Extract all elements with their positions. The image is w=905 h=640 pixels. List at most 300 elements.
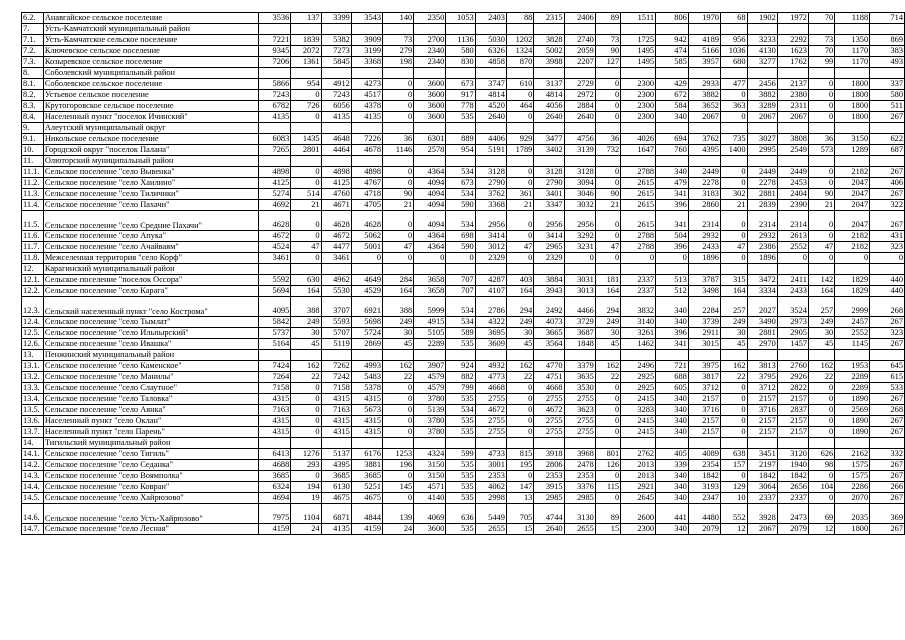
value-cell: 10: [720, 493, 747, 504]
value-cell: [475, 438, 506, 449]
value-cell: 5999: [414, 297, 446, 317]
value-cell: 726: [291, 101, 321, 112]
value-cell: [747, 24, 777, 35]
value-cell: [475, 68, 506, 79]
value-cell: 0: [595, 211, 620, 231]
value-cell: 2552: [835, 328, 870, 339]
value-cell: [720, 156, 747, 167]
value-cell: 1575: [835, 471, 870, 482]
value-cell: 2457: [835, 317, 870, 328]
value-cell: 267: [870, 493, 905, 504]
value-cell: [259, 68, 291, 79]
value-cell: 4026: [621, 134, 656, 145]
row-number-cell: 11.1.: [22, 167, 44, 178]
value-cell: 1725: [621, 35, 656, 46]
value-cell: 1789: [506, 145, 533, 156]
value-cell: 4315: [351, 394, 382, 405]
value-cell: 147: [506, 482, 533, 493]
value-cell: 0: [506, 394, 533, 405]
value-cell: 0: [291, 405, 321, 416]
value-cell: 2806: [534, 460, 564, 471]
value-cell: [446, 438, 475, 449]
value-cell: 3635: [564, 372, 595, 383]
value-cell: [351, 68, 382, 79]
value-cell: 2059: [564, 46, 595, 57]
value-cell: 513: [656, 275, 689, 286]
row-number-cell: 14.2.: [22, 460, 44, 471]
value-cell: [321, 350, 351, 361]
value-cell: [321, 24, 351, 35]
value-cell: [808, 123, 834, 134]
value-cell: [534, 156, 564, 167]
value-cell: 2911: [688, 328, 720, 339]
value-cell: 3283: [621, 405, 656, 416]
value-cell: 801: [595, 449, 620, 460]
value-cell: 70: [808, 13, 834, 24]
value-cell: 4324: [414, 449, 446, 460]
table-row: [22, 339, 905, 350]
value-cell: [351, 24, 382, 35]
value-cell: 2278: [688, 178, 720, 189]
value-cell: 1136: [446, 35, 475, 46]
value-cell: 3813: [747, 361, 777, 372]
value-cell: 2995: [747, 145, 777, 156]
value-cell: 0: [595, 253, 620, 264]
value-cell: 3368: [475, 200, 506, 211]
value-cell: 1800: [835, 79, 870, 90]
value-cell: 3909: [351, 35, 382, 46]
value-cell: 3347: [534, 200, 564, 211]
value-cell: 1972: [777, 13, 808, 24]
value-cell: 2197: [747, 460, 777, 471]
row-number-cell: 13.: [22, 350, 44, 361]
value-cell: 0: [720, 178, 747, 189]
value-cell: 2640: [534, 112, 564, 123]
value-cell: 249: [383, 317, 414, 328]
value-cell: 5191: [475, 145, 506, 156]
value-cell: 2786: [475, 297, 506, 317]
row-number-cell: 13.3.: [22, 383, 44, 394]
value-cell: 0: [808, 427, 834, 438]
value-cell: 0: [506, 112, 533, 123]
value-cell: 3609: [475, 339, 506, 350]
value-cell: 580: [446, 46, 475, 57]
value-cell: 2403: [475, 13, 506, 24]
section-header-row: [22, 264, 905, 275]
value-cell: 0: [414, 253, 446, 264]
value-cell: [564, 123, 595, 134]
row-number-cell: 7.: [22, 24, 44, 35]
value-cell: 45: [720, 339, 747, 350]
value-cell: 3046: [564, 189, 595, 200]
value-cell: 3261: [621, 328, 656, 339]
value-cell: 104: [808, 482, 834, 493]
value-cell: [506, 156, 533, 167]
settlement-name-cell: Населенный пункт "поселок Ичинский": [43, 112, 258, 123]
value-cell: 1800: [835, 90, 870, 101]
value-cell: 340: [656, 427, 689, 438]
value-cell: 5673: [351, 405, 382, 416]
value-cell: [534, 24, 564, 35]
value-cell: 2289: [835, 372, 870, 383]
table-row: [22, 482, 905, 493]
value-cell: 323: [870, 242, 905, 253]
value-cell: 3461: [259, 253, 291, 264]
settlement-name-cell: Никольское сельское поселение: [43, 134, 258, 145]
value-cell: 1400: [720, 145, 747, 156]
row-number-cell: 12.3.: [22, 297, 44, 317]
value-cell: [688, 264, 720, 275]
row-number-cell: 11.5.: [22, 211, 44, 231]
value-cell: 0: [291, 231, 321, 242]
value-cell: 2788: [621, 242, 656, 253]
value-cell: 0: [595, 79, 620, 90]
value-cell: 45: [506, 339, 533, 350]
value-cell: 2289: [835, 383, 870, 394]
value-cell: [595, 123, 620, 134]
settlement-name-cell: Сельский населенный пункт "село Кострома": [43, 297, 258, 317]
value-cell: 332: [870, 449, 905, 460]
value-cell: [564, 68, 595, 79]
value-cell: 0: [808, 211, 834, 231]
row-number-cell: 8.3.: [22, 101, 44, 112]
value-cell: 2755: [534, 394, 564, 405]
value-cell: 13: [506, 493, 533, 504]
value-cell: 2645: [621, 493, 656, 504]
value-cell: 3687: [564, 328, 595, 339]
row-number-cell: 8.2.: [22, 90, 44, 101]
value-cell: 4756: [564, 134, 595, 145]
settlement-name-cell: Сельское поселение "село Средние Пахачи": [43, 211, 258, 231]
value-cell: 4744: [534, 504, 564, 524]
value-cell: 0: [506, 405, 533, 416]
value-cell: 4932: [475, 361, 506, 372]
value-cell: 361: [506, 189, 533, 200]
value-cell: 98: [808, 460, 834, 471]
value-cell: 673: [446, 178, 475, 189]
value-cell: 1829: [835, 275, 870, 286]
value-cell: 2933: [688, 79, 720, 90]
value-cell: 45: [383, 339, 414, 350]
value-cell: [720, 438, 747, 449]
value-cell: 0: [835, 253, 870, 264]
value-cell: 799: [446, 383, 475, 394]
value-cell: 5694: [259, 286, 291, 297]
value-cell: 707: [446, 275, 475, 286]
table-row: [22, 524, 905, 535]
value-cell: 2801: [291, 145, 321, 156]
value-cell: 2157: [777, 394, 808, 405]
value-cell: 4322: [475, 317, 506, 328]
value-cell: 2072: [291, 46, 321, 57]
value-cell: 36: [383, 134, 414, 145]
value-cell: 2353: [475, 471, 506, 482]
value-cell: 0: [595, 112, 620, 123]
value-cell: 7243: [321, 90, 351, 101]
value-cell: 714: [870, 13, 905, 24]
value-cell: 24: [291, 524, 321, 535]
row-number-cell: 13.7.: [22, 427, 44, 438]
value-cell: 3882: [747, 90, 777, 101]
value-cell: [351, 156, 382, 167]
value-cell: 3140: [621, 317, 656, 328]
value-cell: 1462: [621, 339, 656, 350]
value-cell: [621, 438, 656, 449]
value-cell: 2311: [777, 101, 808, 112]
value-cell: 7163: [321, 405, 351, 416]
value-cell: 2292: [777, 35, 808, 46]
value-cell: 4135: [259, 112, 291, 123]
value-cell: 2762: [621, 449, 656, 460]
value-cell: 115: [595, 482, 620, 493]
value-cell: 2157: [747, 394, 777, 405]
row-number-cell: 11.2.: [22, 178, 44, 189]
settlement-name-cell: Сельское поселение "село Тиличики": [43, 189, 258, 200]
value-cell: 0: [808, 79, 834, 90]
value-cell: 929: [506, 134, 533, 145]
value-cell: 0: [808, 405, 834, 416]
value-cell: 0: [383, 79, 414, 90]
row-number-cell: 9.1.: [22, 134, 44, 145]
value-cell: 1953: [835, 361, 870, 372]
value-cell: 4733: [475, 449, 506, 460]
settlement-name-cell: Сельское поселение "село Аянка": [43, 405, 258, 416]
value-cell: 341: [656, 189, 689, 200]
value-cell: 164: [383, 286, 414, 297]
value-cell: [656, 264, 689, 275]
settlement-name-cell: Сельское поселение "село Вывенка": [43, 167, 258, 178]
row-number-cell: 13.2.: [22, 372, 44, 383]
value-cell: [621, 68, 656, 79]
table-row: [22, 200, 905, 211]
value-cell: 535: [446, 493, 475, 504]
value-cell: 4315: [351, 416, 382, 427]
value-cell: 2411: [777, 275, 808, 286]
value-cell: 0: [506, 211, 533, 231]
value-cell: 2415: [621, 416, 656, 427]
value-cell: 0: [808, 112, 834, 123]
row-number-cell: 13.1.: [22, 361, 44, 372]
value-cell: 4315: [259, 427, 291, 438]
value-cell: [656, 438, 689, 449]
value-cell: 5002: [534, 46, 564, 57]
value-cell: 257: [808, 297, 834, 317]
value-cell: 3832: [621, 297, 656, 317]
value-cell: 89: [595, 504, 620, 524]
value-cell: 12: [720, 524, 747, 535]
value-cell: 127: [595, 57, 620, 68]
value-cell: 0: [291, 90, 321, 101]
value-cell: [808, 24, 834, 35]
table-row: [22, 253, 905, 264]
value-cell: 735: [720, 134, 747, 145]
value-cell: [506, 350, 533, 361]
value-cell: 2340: [414, 46, 446, 57]
table-row: [22, 493, 905, 504]
value-cell: [446, 264, 475, 275]
value-cell: 7265: [259, 145, 291, 156]
value-cell: 4095: [259, 297, 291, 317]
value-cell: 3716: [747, 405, 777, 416]
value-cell: 90: [595, 189, 620, 200]
value-cell: 267: [870, 167, 905, 178]
value-cell: 7243: [259, 90, 291, 101]
value-cell: [621, 24, 656, 35]
value-cell: 3707: [321, 297, 351, 317]
value-cell: 3368: [351, 57, 382, 68]
value-cell: [259, 156, 291, 167]
value-cell: 870: [506, 57, 533, 68]
value-cell: 4395: [688, 145, 720, 156]
value-cell: 2079: [688, 524, 720, 535]
value-cell: 70: [808, 46, 834, 57]
value-cell: 0: [595, 493, 620, 504]
value-cell: 162: [720, 361, 747, 372]
value-cell: 2337: [747, 493, 777, 504]
value-cell: [383, 156, 414, 167]
value-cell: 3564: [534, 339, 564, 350]
value-cell: 1253: [383, 449, 414, 460]
value-cell: 2615: [621, 189, 656, 200]
value-cell: 3600: [414, 90, 446, 101]
value-cell: 2137: [777, 79, 808, 90]
value-cell: [383, 24, 414, 35]
value-cell: [446, 24, 475, 35]
value-cell: [259, 123, 291, 134]
value-cell: 268: [870, 297, 905, 317]
value-cell: 2569: [835, 405, 870, 416]
row-number-cell: 8.4.: [22, 112, 44, 123]
settlement-name-cell: Сельское поселение "село Седанка": [43, 460, 258, 471]
value-cell: 440: [870, 275, 905, 286]
value-cell: 2456: [747, 79, 777, 90]
value-cell: 1890: [835, 427, 870, 438]
value-cell: 2404: [777, 189, 808, 200]
value-cell: 3739: [688, 317, 720, 328]
value-cell: 630: [291, 275, 321, 286]
value-cell: [351, 350, 382, 361]
value-cell: [595, 350, 620, 361]
value-cell: 440: [870, 286, 905, 297]
value-cell: 4125: [259, 178, 291, 189]
table-row: [22, 317, 905, 328]
value-cell: 535: [446, 112, 475, 123]
value-cell: 2284: [688, 297, 720, 317]
value-cell: 1170: [835, 57, 870, 68]
value-cell: [383, 68, 414, 79]
table-row: [22, 242, 905, 253]
value-cell: 1647: [621, 145, 656, 156]
value-cell: 2700: [414, 35, 446, 46]
value-cell: 302: [720, 189, 747, 200]
value-cell: 605: [656, 383, 689, 394]
value-cell: 0: [777, 253, 808, 264]
value-cell: 535: [446, 524, 475, 535]
value-cell: 3780: [414, 416, 446, 427]
value-cell: 2162: [835, 449, 870, 460]
value-cell: 267: [870, 211, 905, 231]
value-cell: 4668: [475, 383, 506, 394]
value-cell: 5378: [351, 383, 382, 394]
value-cell: 2884: [564, 101, 595, 112]
value-cell: [291, 68, 321, 79]
value-cell: [747, 156, 777, 167]
value-cell: 0: [291, 211, 321, 231]
value-cell: 7242: [321, 372, 351, 383]
value-cell: 3988: [534, 57, 564, 68]
value-cell: 2067: [747, 524, 777, 535]
value-cell: 4898: [259, 167, 291, 178]
value-cell: 4094: [414, 200, 446, 211]
value-cell: 157: [720, 460, 747, 471]
table-row: [22, 504, 905, 524]
value-cell: 4814: [475, 90, 506, 101]
value-cell: 4628: [351, 211, 382, 231]
value-cell: 2415: [621, 394, 656, 405]
value-cell: 6782: [259, 101, 291, 112]
value-cell: 1762: [777, 57, 808, 68]
value-cell: [534, 264, 564, 275]
value-cell: 2449: [777, 167, 808, 178]
value-cell: 162: [291, 361, 321, 372]
value-cell: 2300: [621, 90, 656, 101]
value-cell: 6921: [351, 297, 382, 317]
settlement-name-cell: Усть-Камчатское сельское поселение: [43, 35, 258, 46]
table-row: [22, 231, 905, 242]
value-cell: 2932: [747, 231, 777, 242]
value-cell: 2070: [835, 493, 870, 504]
settlement-name-cell: Сельское поселение "село Тымлат": [43, 317, 258, 328]
value-cell: 2755: [534, 416, 564, 427]
value-cell: 0: [506, 178, 533, 189]
value-cell: [414, 68, 446, 79]
value-cell: 4898: [321, 167, 351, 178]
row-number-cell: 11.6.: [22, 231, 44, 242]
value-cell: 3064: [747, 482, 777, 493]
value-cell: 4364: [414, 231, 446, 242]
settlement-name-cell: Сельское поселение "село Лесная": [43, 524, 258, 535]
value-cell: 2755: [564, 394, 595, 405]
value-cell: 4844: [351, 504, 382, 524]
value-cell: 340: [656, 524, 689, 535]
value-cell: 9345: [259, 46, 291, 57]
value-cell: 5251: [351, 482, 382, 493]
value-cell: 924: [446, 361, 475, 372]
value-cell: 0: [383, 416, 414, 427]
value-cell: 3013: [564, 286, 595, 297]
value-cell: [720, 123, 747, 134]
section-header-row: [22, 438, 905, 449]
table-body: [22, 13, 905, 535]
value-cell: 4628: [259, 211, 291, 231]
value-cell: 405: [656, 449, 689, 460]
settlement-name-cell: Крутогоровское сельское поселение: [43, 101, 258, 112]
value-cell: [656, 68, 689, 79]
value-cell: [688, 438, 720, 449]
value-cell: 3957: [688, 57, 720, 68]
value-cell: 30: [291, 328, 321, 339]
value-cell: 0: [595, 471, 620, 482]
value-cell: 3685: [259, 471, 291, 482]
value-cell: 22: [595, 372, 620, 383]
value-cell: [808, 438, 834, 449]
value-cell: [475, 123, 506, 134]
value-cell: 1896: [747, 253, 777, 264]
value-cell: 1800: [835, 524, 870, 535]
value-cell: 534: [446, 405, 475, 416]
value-cell: [446, 350, 475, 361]
value-cell: 0: [446, 253, 475, 264]
